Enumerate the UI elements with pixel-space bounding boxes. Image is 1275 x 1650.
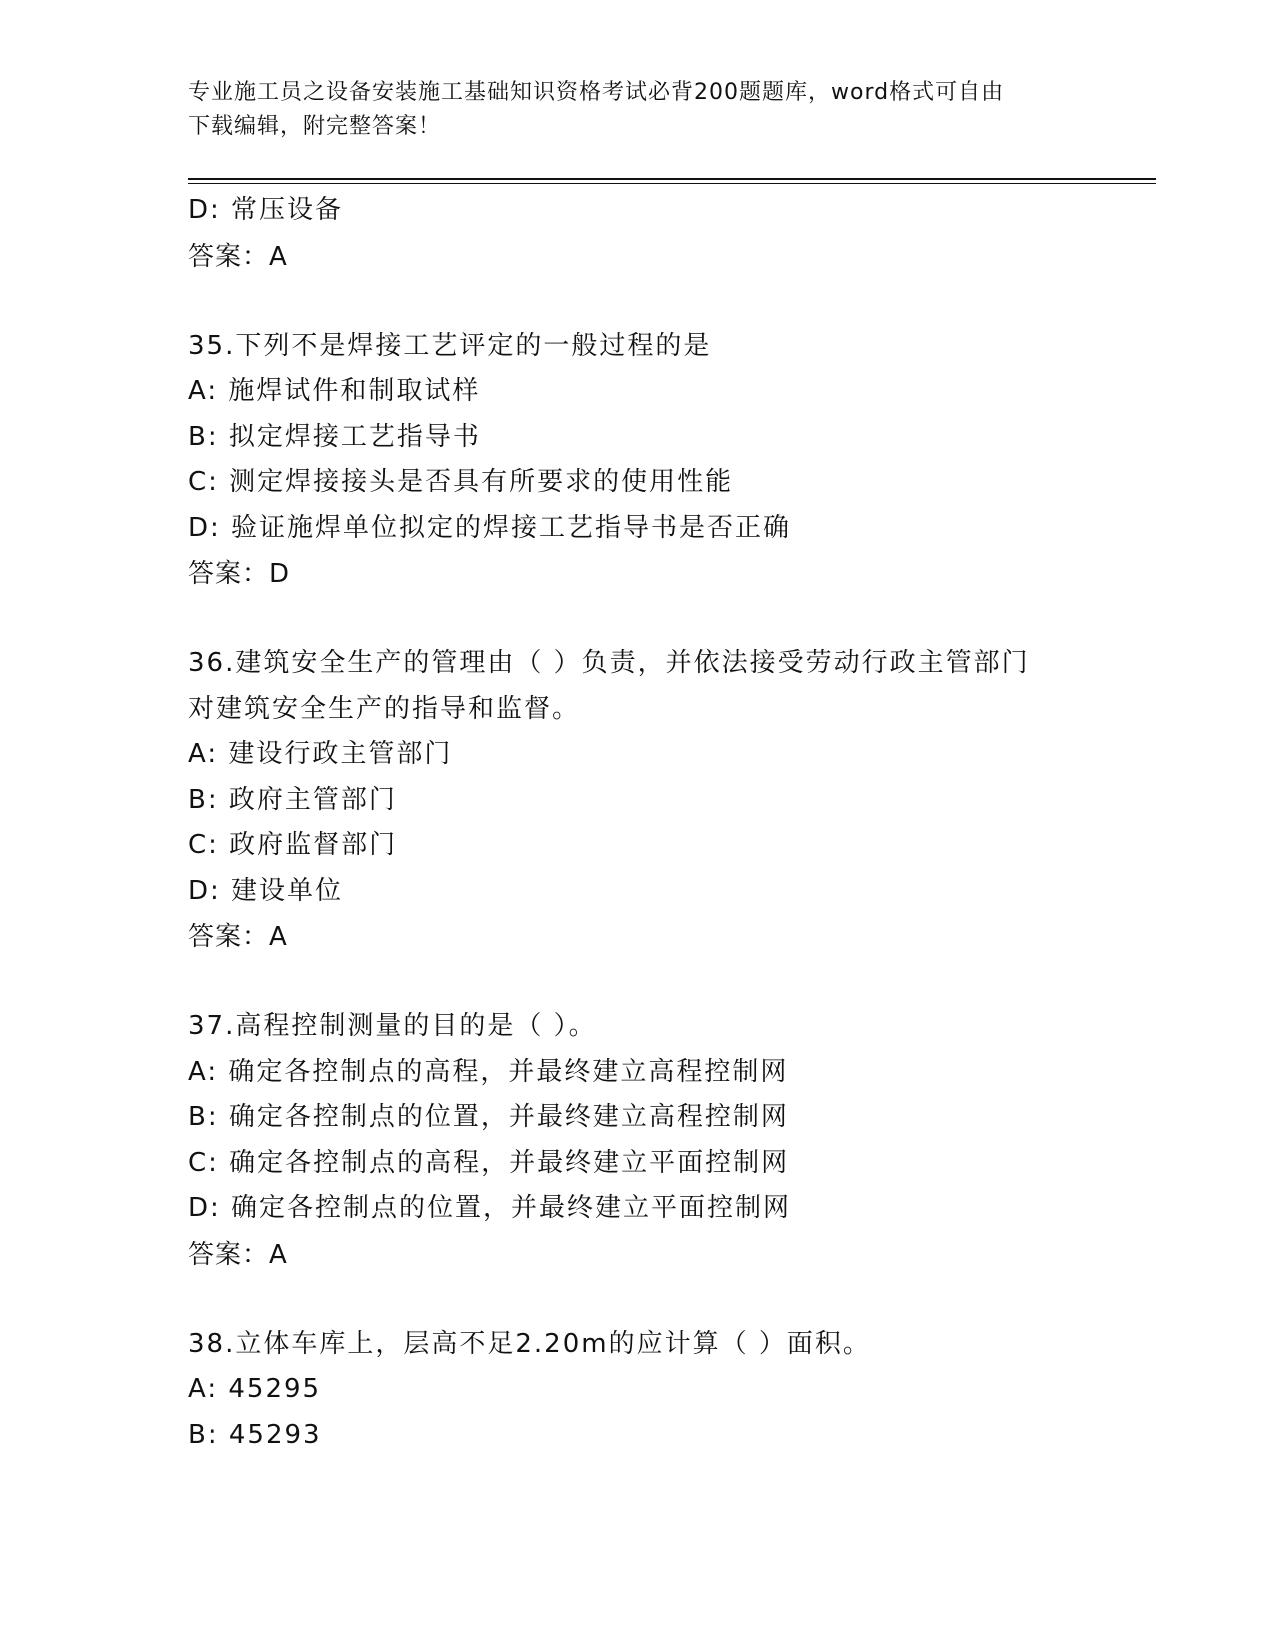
spacer [188, 960, 1088, 1004]
answer: 答案：A [188, 241, 288, 272]
option-d: D: 常压设备 [188, 195, 344, 225]
answer: 答案：A [188, 1239, 288, 1270]
option-d: D: 确定各控制点的位置，并最终建立平面控制网 [188, 1193, 792, 1223]
header-divider-thin [188, 183, 1156, 184]
question-stem-line-2: 对建筑安全生产的指导和监督。 [188, 693, 581, 724]
question-stem: 38.立体车库上，层高不足2.20m的应计算（ ）面积。 [188, 1328, 871, 1359]
question-list [188, 188, 1088, 1458]
option-b: B: 政府主管部门 [188, 784, 397, 815]
question-34-tail [188, 188, 1088, 280]
header-line-2: 下载编辑，附完整答案！ [188, 114, 442, 139]
question-38 [188, 1322, 1088, 1459]
option-c: C: 测定焊接接头是否具有所要求的使用性能 [188, 467, 734, 497]
question-stem: 35.下列不是焊接工艺评定的一般过程的是 [188, 330, 712, 361]
question-37 [188, 1004, 1088, 1278]
spacer [188, 1278, 1088, 1322]
option-b: B: 45293 [188, 1419, 322, 1450]
option-b: B: 确定各控制点的位置，并最终建立高程控制网 [188, 1102, 789, 1132]
option-c: C: 政府监督部门 [188, 830, 398, 860]
option-a: A: 确定各控制点的高程，并最终建立高程控制网 [188, 1056, 789, 1087]
question-36 [188, 641, 1088, 960]
option-c: C: 确定各控制点的高程，并最终建立平面控制网 [188, 1147, 790, 1178]
question-35 [188, 324, 1088, 598]
header-line-1: 专业施工员之设备安装施工基础知识资格考试必背200题题库，word格式可自由 [188, 80, 1005, 105]
answer: 答案：A [188, 922, 288, 952]
option-a: A: 45295 [188, 1374, 322, 1404]
option-b: B: 拟定焊接工艺指导书 [188, 421, 481, 452]
option-d: D: 验证施焊单位拟定的焊接工艺指导书是否正确 [188, 512, 792, 543]
spacer [188, 280, 1088, 324]
option-a: A: 施焊试件和制取试样 [188, 376, 481, 406]
question-stem-line-1: 36.建筑安全生产的管理由（ ）负责，并依法接受劳动行政主管部门 [188, 648, 1030, 678]
header-divider-thick [188, 178, 1156, 180]
option-a: A: 建设行政主管部门 [188, 739, 453, 769]
spacer [188, 597, 1088, 641]
answer: 答案：D [188, 559, 291, 589]
question-stem: 37.高程控制测量的目的是（ ）。 [188, 1011, 597, 1041]
option-d: D: 建设单位 [188, 875, 344, 906]
document-header [188, 76, 1088, 144]
